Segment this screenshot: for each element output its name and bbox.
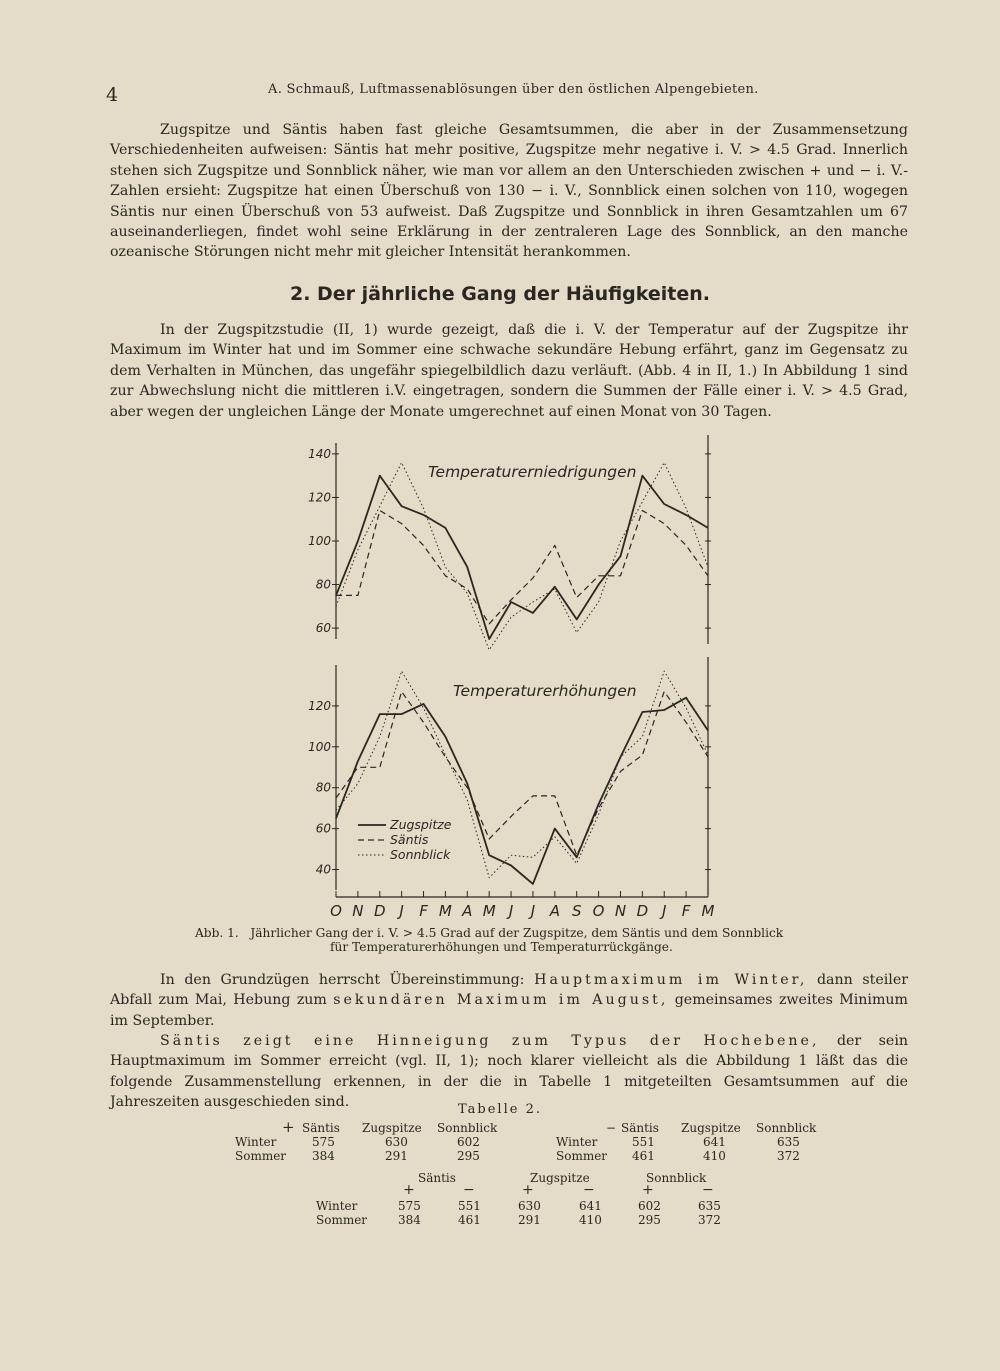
combined-row-label: Sommer [316, 1213, 368, 1227]
table-cell: 291 [518, 1213, 541, 1227]
chart-title: Temperaturerniedrigungen [428, 463, 637, 481]
table-cell: 635 [698, 1199, 721, 1213]
minus-header-zugspitze: Zugspitze [681, 1121, 741, 1135]
x-tick-label: M [482, 902, 496, 920]
x-tick-label: J [508, 902, 514, 920]
combined-sign: − [463, 1182, 475, 1198]
table-cell: 410 [703, 1149, 726, 1163]
x-tick-label: J [662, 902, 667, 920]
x-tick-label: D [373, 902, 386, 920]
y-tick-label: 100 [308, 739, 331, 754]
x-tick-label: F [681, 902, 691, 920]
plus-header-saentis: Säntis [302, 1121, 340, 1135]
y-tick-label: 120 [308, 698, 331, 713]
x-axis-months [330, 891, 714, 920]
combined-sign: − [702, 1182, 714, 1198]
p4-a-spaced: Säntis zeigt eine Hinneigung zum Typus der Hochebene, [160, 1033, 820, 1049]
combined-sign: + [642, 1182, 654, 1198]
p4-b: der sein Hauptmaximum im Sommer erreicht (vgl. II, 1); noch klarer vielleicht als die Abbildung 1 läßt das die folgende Zusammenstellung erkennen, in der die in Tabelle 1 mitgeteilten Gesamtsummen auf die Jahreszeiten ausgeschieden sind. [110, 1033, 909, 1111]
x-tick-label: N [614, 902, 627, 920]
table-cell: 641 [703, 1135, 726, 1149]
table-cell: 551 [458, 1199, 481, 1213]
plus-header-zugspitze: Zugspitze [362, 1121, 422, 1135]
y-tick-label: 60 [315, 821, 331, 836]
figure-annual-course-chart [300, 425, 740, 925]
p3-b-spaced: Hauptmaximum im Winter, [534, 972, 808, 988]
table-cell: 384 [312, 1149, 335, 1163]
paragraph-2-text: In der Zugspitzstudie (II, 1) wurde gezeigt, daß die i. V. der Temperatur auf der Zugspitze ihr Maximum im Winter hat und im Sommer eine schwache sekundäre Hebung erfährt, ganz im Gegensatz zu dem Verhalten in München, das ungefähr spiegelbildlich dazu verläuft. (Abb. 4 in II, 1.) In Abbildung 1 sind zur Abwechslung nicht die mittleren i.V. eingetragen, sondern die Summen der Fälle einer i. V. > 4.5 Grad, aber wegen der ungleichen Länge der Monate umgerechnet auf einen Monat von 30 Tagen. [110, 322, 908, 420]
section-heading: 2. Der jährliche Gang der Häufigkeiten. [289, 283, 711, 305]
table-cell: 295 [638, 1213, 661, 1227]
table-cell: 461 [458, 1213, 481, 1227]
caption-line-2: für Temperaturerhöhungen und Temperaturrückgänge. [330, 940, 673, 954]
paragraph-4 [110, 1031, 908, 1113]
x-tick-label: F [419, 902, 428, 920]
paragraph-1-text: Zugspitze und Säntis haben fast gleiche Gesamtsummen, die aber in der Zusammensetzung Verschiedenheiten aufweisen: Säntis hat mehr positive, Zugspitze mehr negative i. V. > 4.5 Grad. Innerlich stehen sich Zugspitze und Sonnblick näher, wie man vor allem an den Unterschieden zwischen + und − i. V.-Zahlen ersieht: Zugspitze hat einen Überschuß von 130 − i. V., Sonnblick einen solchen von 110, wogegen Säntis nur einen Überschuß von 53 aufweist. Daß Zugspitze und Sonnblick in ihren Gesamtzahlen um 67 auseinanderliegen, findet wohl seine Erklärung in der zentraleren Lage des Sonnblick, an den manche ozeanische Störungen nicht mehr mit gleicher Intensität herankommen. [110, 122, 908, 261]
caption-line-1: Jährlicher Gang der i. V. > 4.5 Grad auf der Zugspitze, dem Säntis und dem Sonnblick [250, 926, 784, 940]
p3-a: In den Grundzügen herrscht Übereinstimmung: [160, 972, 525, 988]
y-tick-label: 140 [308, 446, 331, 461]
table-cell: 461 [632, 1149, 655, 1163]
x-tick-label: O [592, 902, 605, 920]
x-tick-label: S [571, 902, 582, 920]
combined-sign: − [583, 1182, 595, 1198]
y-tick-label: 60 [315, 621, 331, 636]
y-tick-label: 40 [315, 862, 331, 877]
table-cell: 295 [457, 1149, 480, 1163]
plus-row-label: Winter [235, 1135, 277, 1149]
combined-sign: + [522, 1182, 534, 1198]
x-tick-label: J [530, 902, 536, 920]
minus-row-label: Winter [556, 1135, 598, 1149]
minus-header-sonnblick: Sonnblick [756, 1121, 817, 1135]
plus-header-sonnblick: Sonnblick [437, 1121, 498, 1135]
chart-title: Temperaturerhöhungen [453, 682, 637, 700]
table-cell: 410 [579, 1213, 602, 1227]
page-number: 4 [106, 84, 119, 106]
combined-sign: + [403, 1182, 415, 1198]
plus-sign: + [282, 1118, 295, 1136]
combined-group-saentis: Säntis [418, 1171, 456, 1185]
x-tick-label: N [352, 902, 364, 920]
plus-row-label: Sommer [235, 1149, 287, 1163]
caption-label: Abb. 1. [195, 926, 239, 940]
legend-label: Säntis [390, 832, 429, 847]
y-tick-label: 80 [315, 780, 331, 795]
x-tick-label: D [636, 902, 649, 920]
table-cell: 372 [777, 1149, 800, 1163]
table-cell: 551 [632, 1135, 655, 1149]
x-tick-label: A [549, 902, 560, 920]
table-cell: 372 [698, 1213, 721, 1227]
p3-d-spaced: sekundären Maximum im August, [333, 992, 669, 1009]
x-tick-label: M [438, 902, 452, 920]
table-cell: 602 [638, 1199, 661, 1213]
chart-legend [358, 817, 452, 862]
combined-group-zugspitze: Zugspitze [530, 1171, 590, 1185]
table-cell: 291 [385, 1149, 408, 1163]
x-tick-label: J [399, 902, 404, 920]
x-tick-label: A [462, 902, 473, 920]
p3-e: gemeinsames zweites Minimum im September. [110, 992, 909, 1029]
series-line-zugspitze [336, 476, 708, 639]
paragraph-1 [110, 120, 908, 263]
paragraph-2 [110, 320, 908, 422]
series-line-sonnblick [336, 463, 708, 650]
table-cell: 641 [579, 1199, 602, 1213]
x-tick-label: O [330, 902, 342, 920]
y-tick-label: 100 [308, 534, 331, 548]
combined-group-sonnblick: Sonnblick [646, 1171, 707, 1185]
y-tick-label: 80 [315, 577, 331, 592]
table-cell: 602 [457, 1135, 480, 1149]
table-cell: 575 [312, 1135, 335, 1149]
combined-row-label: Winter [316, 1199, 358, 1213]
minus-header-saentis: Säntis [621, 1121, 659, 1135]
minus-row-label: Sommer [556, 1149, 608, 1163]
legend-label: Zugspitze [390, 817, 452, 832]
running-title: A. Schmauß, Luftmassenablösungen über den östlichen Alpengebieten. [268, 82, 759, 97]
table-cell: 384 [398, 1213, 421, 1227]
y-tick-label: 120 [308, 490, 331, 505]
table-cell: 630 [385, 1135, 408, 1149]
table-cell: 630 [518, 1199, 541, 1213]
legend-label: Sonnblick [390, 847, 451, 862]
p3-c: dann steiler Abfall zum Mai, Hebung zum [110, 972, 909, 1009]
paragraph-3 [110, 970, 908, 1031]
minus-sign: − [606, 1121, 617, 1135]
table-cell: 575 [398, 1199, 421, 1213]
chart-temperature-increases [308, 657, 711, 895]
table-cell: 635 [777, 1135, 800, 1149]
x-tick-label: M [701, 902, 715, 920]
chart-temperature-decreases [308, 435, 711, 650]
figure-caption [195, 926, 855, 954]
table-title: Tabelle 2. [458, 1102, 542, 1117]
